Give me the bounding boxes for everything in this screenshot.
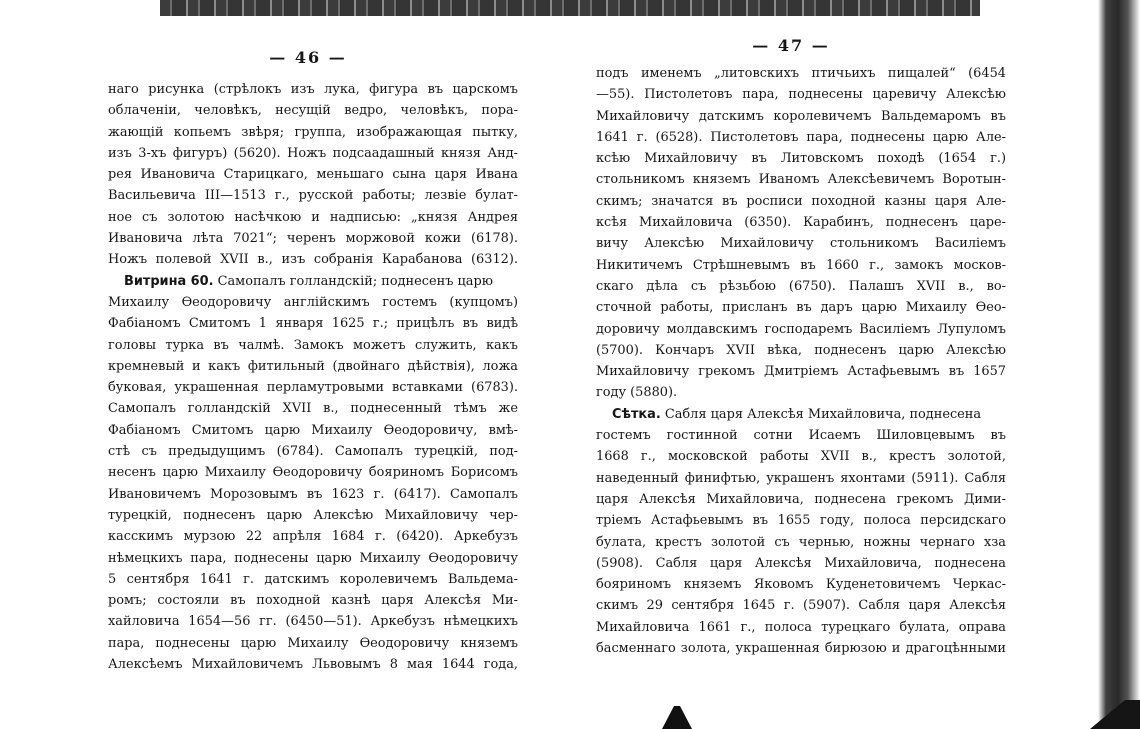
- text-line: стѣ съ предыдущимъ (6784). Самопалъ турецкій, под-: [108, 444, 518, 460]
- text-line: ксѣю Михайловичу въ Литовскомъ походѣ (1654 г.): [596, 151, 1006, 167]
- text-line: Михайловича 1661 г., полоса турецкаго булата, оправа: [596, 619, 1006, 635]
- text-line: Самопалъ голландскій XVII в., поднесенный тѣмъ же: [108, 401, 518, 417]
- text-line: Михайловичу датскимъ королевичемъ Вальдемаромъ въ: [596, 108, 1006, 124]
- text-line: буковая, украшенная перламутровыми вставками (6783).: [108, 380, 518, 396]
- text-line: наведенный финифтью, украшенъ яхонтами (5911). Сабля: [596, 470, 1006, 486]
- section-line-text: Сабля царя Алексѣя Михайловича, поднесена: [660, 406, 982, 422]
- text-line: ксѣя Михайловича (6350). Карабинъ, поднесенъ царе-: [596, 215, 1006, 231]
- text-line: (5700). Кончаръ XVII вѣка, поднесенъ царю Алексѣю: [596, 342, 1006, 358]
- text-line: пара, поднесены царю Михаилу Ѳеодоровичу княземъ: [108, 635, 518, 651]
- section-line: [596, 404, 1006, 425]
- text-line: бояриномъ княземъ Яковомъ Куденетовичемъ Черкас-: [596, 577, 1006, 593]
- text-line: изъ 3-хъ фигуръ) (5620). Ножъ подсаадашный князя Анд-: [108, 145, 518, 161]
- text-line: басменнаго золота, украшенная бирюзою и драгоцѣнными: [596, 641, 1006, 657]
- text-line: 1641 г. (6528). Пистолетовъ пара, поднесены царю Але-: [596, 129, 1006, 145]
- text-line: сточной работы, присланъ въ даръ царю Михаилу Ѳео-: [596, 300, 1006, 316]
- text-line: скаго дѣла съ рѣзьбою (6750). Палашъ XVII в., во-: [596, 278, 1006, 294]
- text-line: ное съ золотою насѣчкою и надписью: „князя Андрея: [108, 209, 518, 225]
- section-line-text: Самопалъ голландскій; поднесенъ царю: [213, 273, 493, 289]
- text-line: Ивановича лѣта 7021“; черенъ моржовой кожи (6178).: [108, 231, 518, 247]
- text-line: кремневый и какъ фитильный (двойнаго дѣйствія), ложа: [108, 358, 518, 374]
- text-line: головы турка въ чалмѣ. Замокъ можетъ служить, какъ: [108, 337, 518, 353]
- text-line: касскимъ мурзою 22 апрѣля 1684 г. (6420). Аркебузъ: [108, 529, 518, 545]
- page-number-left: — 46 —: [269, 48, 347, 67]
- text-line: Фабіаномъ Смитомъ 1 января 1625 г.; прицѣлъ въ видѣ: [108, 316, 518, 332]
- text-line: вичу Алексѣю Михайловичу стольникомъ Василіемъ: [596, 236, 1006, 252]
- section-line: [108, 271, 518, 292]
- text-line: гостемъ гостинной сотни Исаемъ Шиловцевымъ въ: [596, 428, 1006, 444]
- text-line: турецкій, поднесенъ царю Алексѣю Михайловичу чер-: [108, 507, 518, 523]
- text-line: рея Ивановича Старицкаго, меньшаго сына царя Ивана: [108, 167, 518, 183]
- left-page-text: [108, 79, 518, 675]
- text-line: Михайловичу грекомъ Дмитріемъ Астафьевымъ въ 1657: [596, 364, 1006, 380]
- left-page: [108, 48, 518, 675]
- text-line: подъ именемъ „литовскихъ птичьихъ пищалей“ (6454: [596, 66, 1006, 81]
- section-heading-setka: Сѣтка.: [612, 406, 661, 422]
- text-line: (5908). Сабля царя Алексѣя Михайловича, поднесена: [596, 555, 1006, 571]
- scan-bottom-artifact: [662, 706, 692, 729]
- text-line: скимъ; значатся въ росписи походной казны царя Але-: [596, 193, 1006, 209]
- text-line: доровичу молдавскимъ господаремъ Василіемъ Лупуломъ: [596, 321, 1006, 337]
- text-line: скимъ 29 сентября 1645 г. (5907). Сабля царя Алексѣя: [596, 598, 1006, 614]
- right-page-text: [596, 63, 1006, 659]
- text-line: ромъ; состояли въ походной казнѣ царя Алексѣя Ми-: [108, 593, 518, 609]
- text-line: нѣмецкихъ пара, поднесены царю Михаилу Ѳеодоровичу: [108, 550, 518, 566]
- text-line: Фабіаномъ Смитомъ царю Михаилу Ѳеодоровичу, вмѣ-: [108, 422, 518, 438]
- text-line: хайловича 1654—56 гг. (6450—51). Аркебузъ нѣмецкихъ: [108, 614, 518, 630]
- text-line: жающій копьемъ звѣря; группа, изображающая пытку,: [108, 124, 518, 140]
- scan-top-edge-shadow: [160, 0, 980, 16]
- text-line: стольникомъ княземъ Иваномъ Алексѣевичемъ Воротын-: [596, 172, 1006, 188]
- scan-right-edge-shadow: [1098, 0, 1140, 729]
- text-line: —55). Пистолетовъ пара, поднесены царевичу Алексѣю: [596, 87, 1006, 103]
- right-page: [596, 36, 1006, 659]
- text-line: Васильевича III—1513 г., русской работы; лезвіе булат-: [108, 188, 518, 204]
- text-line: булата, крестъ золотой съ чернью, ножны чернаго хза: [596, 534, 1006, 550]
- text-line: несенъ царю Михаилу Ѳеодоровичу бояриномъ Борисомъ: [108, 465, 518, 481]
- text-line: царя Алексѣя Михайловича, поднесена грекомъ Дими-: [596, 491, 1006, 507]
- section-heading-vitrina-60: Витрина 60.: [124, 273, 214, 289]
- text-line: наго рисунка (стрѣлокъ изъ лука, фигура въ царскомъ: [108, 82, 518, 97]
- text-line: тріемъ Астафьевымъ въ 1655 году, полоса персидскаго: [596, 513, 1006, 529]
- text-line: Никитичемъ Стрѣшневымъ въ 1660 г., замокъ москов-: [596, 257, 1006, 273]
- page-number-right: — 47 —: [752, 36, 830, 55]
- text-line: Ивановичемъ Морозовымъ въ 1623 г. (6417). Самопалъ: [108, 486, 518, 502]
- text-line: Ножъ полевой XVII в., изъ собранія Карабанова (6312).: [108, 252, 518, 268]
- text-line: Михаилу Ѳеодоровичу англійскимъ гостемъ (купцомъ): [108, 294, 518, 310]
- text-line: 5 сентября 1641 г. датскимъ королевичемъ Вальдема-: [108, 571, 518, 587]
- text-line: 1668 г., московской работы XVII в., крестъ золотой,: [596, 449, 1006, 465]
- text-line: Алексѣемъ Михайловичемъ Львовымъ 8 мая 1644 года,: [108, 657, 518, 673]
- text-line: облаченіи, человѣкъ, несущій ведро, человѣкъ, пора-: [108, 103, 518, 119]
- text-line: году (5880).: [596, 385, 678, 401]
